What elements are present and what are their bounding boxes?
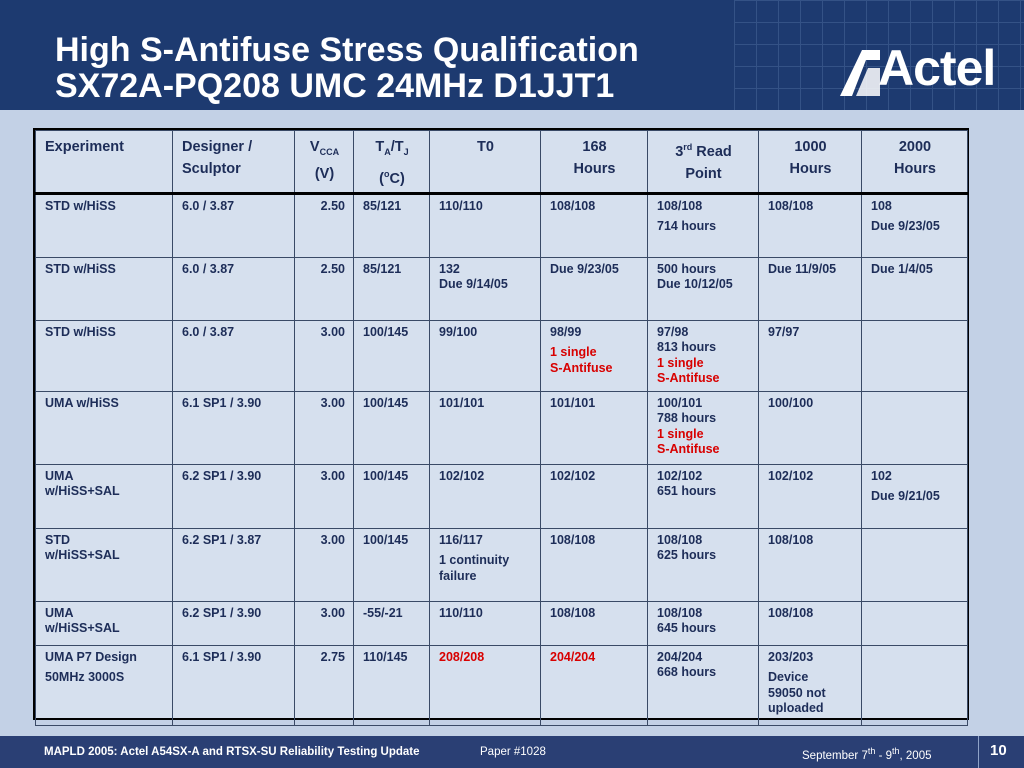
cell-1000-hours: Due 11/9/05 [759, 257, 862, 320]
cell-vcca: 3.00 [295, 528, 354, 601]
cell-vcca: 2.50 [295, 193, 354, 257]
cell-168-hours: 98/99 1 single S-Antifuse [541, 320, 648, 391]
cell-2000-hours [862, 320, 968, 391]
cell-3rd-read: 100/101 788 hours 1 single S-Antifuse [648, 391, 759, 464]
table-row [36, 528, 968, 601]
cell-168-hours: 108/108 [541, 193, 648, 257]
header-168-hours: 168 Hours [541, 131, 648, 194]
cell-vcca: 3.00 [295, 320, 354, 391]
cell-designer: 6.2 SP1 / 3.90 [173, 601, 295, 645]
cell-vcca: 2.50 [295, 257, 354, 320]
cell-2000-hours [862, 645, 968, 725]
cell-3rd-read: 500 hours Due 10/12/05 [648, 257, 759, 320]
cell-temperature: 100/145 [354, 528, 430, 601]
cell-designer: 6.0 / 3.87 [173, 257, 295, 320]
cell-designer: 6.0 / 3.87 [173, 193, 295, 257]
cell-experiment: UMA w/HiSS+SAL [36, 601, 173, 645]
cell-experiment: UMA w/HiSS [36, 391, 173, 464]
cell-experiment: UMA P7 Design 50MHz 3000S [36, 645, 173, 725]
qualification-table [33, 128, 969, 720]
footer-paper-number: Paper #1028 [480, 746, 546, 758]
header-2000-hours: 2000 Hours [862, 131, 968, 194]
page-number: 10 [990, 742, 1007, 759]
cell-designer: 6.1 SP1 / 3.90 [173, 645, 295, 725]
table-row [36, 391, 968, 464]
table-row [36, 464, 968, 528]
cell-1000-hours: 102/102 [759, 464, 862, 528]
cell-temperature: 100/145 [354, 464, 430, 528]
cell-vcca: 2.75 [295, 645, 354, 725]
header-1000-hours: 1000 Hours [759, 131, 862, 194]
table-row [36, 320, 968, 391]
cell-t0: 208/208 [430, 645, 541, 725]
cell-3rd-read: 108/108 645 hours [648, 601, 759, 645]
cell-2000-hours: 108 Due 9/23/05 [862, 193, 968, 257]
cell-temperature: 110/145 [354, 645, 430, 725]
cell-1000-hours: 108/108 [759, 601, 862, 645]
cell-t0: 99/100 [430, 320, 541, 391]
cell-t0: 102/102 [430, 464, 541, 528]
header-designer: Designer / Sculptor [173, 131, 295, 194]
cell-1000-hours: 100/100 [759, 391, 862, 464]
cell-experiment: STD w/HiSS [36, 193, 173, 257]
cell-vcca: 3.00 [295, 601, 354, 645]
cell-t0: 116/117 1 continuity failure [430, 528, 541, 601]
cell-designer: 6.0 / 3.87 [173, 320, 295, 391]
slide-title [55, 32, 639, 104]
cell-168-hours: 108/108 [541, 528, 648, 601]
cell-2000-hours: 102 Due 9/21/05 [862, 464, 968, 528]
cell-designer: 6.2 SP1 / 3.87 [173, 528, 295, 601]
cell-2000-hours [862, 391, 968, 464]
table-row [36, 193, 968, 257]
cell-3rd-read: 108/108 625 hours [648, 528, 759, 601]
cell-3rd-read: 108/108 714 hours [648, 193, 759, 257]
cell-1000-hours: 108/108 [759, 528, 862, 601]
cell-t0: 101/101 [430, 391, 541, 464]
cell-168-hours: 101/101 [541, 391, 648, 464]
cell-2000-hours [862, 528, 968, 601]
footer-date: September 7th - 9th, 2005 [802, 746, 932, 762]
cell-designer: 6.2 SP1 / 3.90 [173, 464, 295, 528]
title-line-1: High S-Antifuse Stress Qualification [55, 31, 639, 69]
header-3rd-read-point: 3rd Read Point [648, 131, 759, 194]
cell-3rd-read: 204/204 668 hours [648, 645, 759, 725]
cell-168-hours: Due 9/23/05 [541, 257, 648, 320]
cell-t0: 110/110 [430, 601, 541, 645]
cell-2000-hours: Due 1/4/05 [862, 257, 968, 320]
cell-3rd-read: 97/98 813 hours 1 single S-Antifuse [648, 320, 759, 391]
cell-vcca: 3.00 [295, 391, 354, 464]
actel-logo-text: Actel [878, 40, 996, 96]
cell-temperature: 85/121 [354, 257, 430, 320]
cell-168-hours: 108/108 [541, 601, 648, 645]
cell-temperature: 100/145 [354, 391, 430, 464]
footer-divider [978, 736, 979, 768]
cell-3rd-read: 102/102 651 hours [648, 464, 759, 528]
table-header-row [36, 131, 968, 194]
table-row [36, 601, 968, 645]
cell-t0: 110/110 [430, 193, 541, 257]
cell-vcca: 3.00 [295, 464, 354, 528]
actel-logo-mark-icon [840, 50, 880, 96]
cell-2000-hours [862, 601, 968, 645]
table-row [36, 645, 968, 725]
footer-conference-title: MAPLD 2005: Actel A54SX-A and RTSX-SU Reliability Testing Update [44, 746, 420, 758]
cell-designer: 6.1 SP1 / 3.90 [173, 391, 295, 464]
cell-experiment: UMA w/HiSS+SAL [36, 464, 173, 528]
table-row [36, 257, 968, 320]
header-experiment: Experiment [36, 131, 173, 194]
cell-1000-hours: 203/203 Device 59050 not uploaded [759, 645, 862, 725]
cell-1000-hours: 97/97 [759, 320, 862, 391]
header-t0: T0 [430, 131, 541, 194]
cell-168-hours: 204/204 [541, 645, 648, 725]
cell-temperature: 85/121 [354, 193, 430, 257]
cell-experiment: STD w/HiSS+SAL [36, 528, 173, 601]
cell-experiment: STD w/HiSS [36, 320, 173, 391]
cell-1000-hours: 108/108 [759, 193, 862, 257]
title-line-2: SX72A-PQ208 UMC 24MHz D1JJT1 [55, 67, 615, 105]
cell-experiment: STD w/HiSS [36, 257, 173, 320]
cell-168-hours: 102/102 [541, 464, 648, 528]
cell-temperature: -55/-21 [354, 601, 430, 645]
header-vcca: $V_{CCA}$ (V) [295, 131, 354, 194]
cell-t0: 132 Due 9/14/05 [430, 257, 541, 320]
cell-temperature: 100/145 [354, 320, 430, 391]
header-temperature: $T_A/T_J$ ($^o$C) [354, 131, 430, 194]
